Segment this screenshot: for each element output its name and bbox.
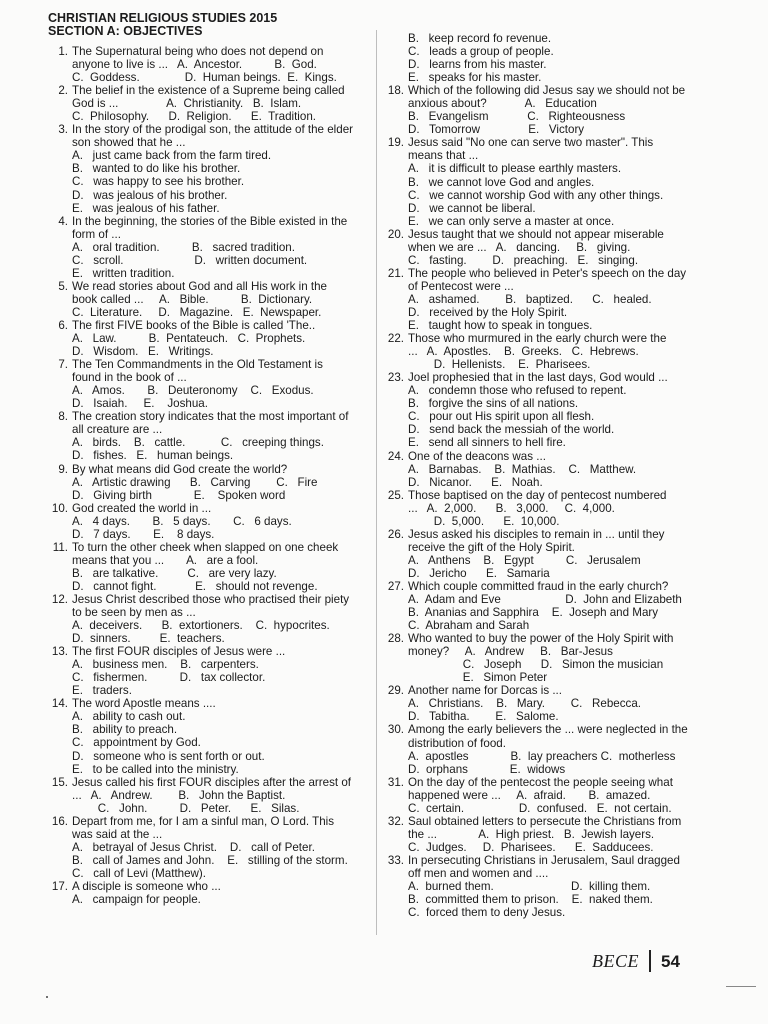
question-number: 24. <box>387 449 404 463</box>
question-line: C. appointment by God. <box>72 736 201 750</box>
question-line: E. we can only serve a master at once. <box>408 214 615 228</box>
footer-brand: BECE <box>592 951 639 971</box>
question-number: 2. <box>58 84 68 98</box>
question-number: 4. <box>58 214 68 228</box>
question-line: E. Simon Peter <box>408 671 548 685</box>
question-line: all creature are ... <box>72 423 163 437</box>
question-line: A. just came back from the farm tired. <box>72 149 272 163</box>
question-number: 12. <box>51 592 68 606</box>
question-item <box>48 502 370 541</box>
question-text: God created the world in ... <box>72 501 212 515</box>
question-number: 32. <box>387 814 404 828</box>
question-item <box>384 776 702 815</box>
question-text: Saul obtained letters to persecute the Christians from <box>408 814 682 828</box>
question-line: D. 5,000. E. 10,000. <box>408 514 560 528</box>
question-line: C. certain. D. confused. E. not certain. <box>408 801 672 815</box>
question-line: C. fasting. D. preaching. E. singing. <box>408 253 639 267</box>
question-line: C. Literature. D. Magazine. E. Newspaper. <box>72 305 322 319</box>
question-line: anyone to live is ... A. Ancestor. B. God. <box>72 58 317 72</box>
question-line: D. Jericho E. Samaria <box>408 566 550 580</box>
corner-rule <box>726 986 756 987</box>
question-text: We read stories about God and all His work in the <box>72 279 327 293</box>
question-line: E. taught how to speak in tongues. <box>408 319 593 333</box>
question-line: money? A. Andrew B. Bar-Jesus <box>408 645 613 659</box>
question-number: 18. <box>387 84 404 98</box>
question-line: B. are talkative. C. are very lazy. <box>72 566 277 580</box>
question-text: The Ten Commandments in the Old Testament is <box>72 358 323 372</box>
left-column <box>48 12 370 906</box>
question-line: A. condemn those who refused to repent. <box>408 384 627 398</box>
question-line: A. business men. B. carpenters. <box>72 658 259 672</box>
question-number: 22. <box>387 332 404 346</box>
question-text: The first FOUR disciples of Jesus were ... <box>72 645 286 659</box>
question-item <box>384 32 702 84</box>
question-line: means that ... <box>408 149 479 163</box>
question-line: D. Wisdom. E. Writings. <box>72 345 214 359</box>
question-line: E. written tradition. <box>72 266 175 280</box>
question-text: One of the deacons was ... <box>408 449 546 463</box>
question-number: 3. <box>58 123 68 137</box>
question-line: D. fishes. E. human beings. <box>72 449 234 463</box>
question-line: D. 7 days. E. 8 days. <box>72 527 215 541</box>
question-line: E. send all sinners to hell fire. <box>408 436 566 450</box>
question-line: C. Philosophy. D. Religion. E. Tradition. <box>72 110 317 124</box>
question-line: C. Joseph D. Simon the musician <box>408 658 664 672</box>
question-number: 19. <box>387 136 404 150</box>
question-line: D. cannot fight. E. should not revenge. <box>72 579 318 593</box>
question-line: A. ability to cash out. <box>72 710 186 724</box>
question-text: The creation story indicates that the most important of <box>72 410 349 424</box>
question-item <box>384 489 702 528</box>
question-line: A. betrayal of Jesus Christ. D. call of Peter. <box>72 840 315 854</box>
question-line: ... A. 2,000. B. 3,000. C. 4,000. <box>408 501 615 515</box>
question-item <box>384 528 702 580</box>
question-line: C. leads a group of people. <box>408 45 554 59</box>
question-line: B. committed them to prison. E. naked them. <box>408 893 653 907</box>
question-text: Among the early believers the ... were neglected in the <box>408 723 688 737</box>
question-number: 10. <box>51 501 68 515</box>
question-line: receive the gift of the Holy Spirit. <box>408 540 575 554</box>
question-number: 9. <box>58 462 68 476</box>
question-line: of Pentecost were ... <box>408 279 514 293</box>
question-line: C. fishermen. D. tax collector. <box>72 671 266 685</box>
page-number: 54 <box>661 952 680 971</box>
question-text: Another name for Dorcas is ... <box>408 684 563 698</box>
question-item <box>384 136 702 227</box>
question-item <box>48 541 370 593</box>
question-item <box>48 358 370 410</box>
question-line: found in the book of ... <box>72 371 187 385</box>
question-text: Jesus said "No one can serve two master". This <box>408 136 654 150</box>
question-text: B. keep record fo revenue. <box>408 32 552 45</box>
page-footer <box>592 950 680 972</box>
right-question-list <box>384 32 702 919</box>
question-number: 8. <box>58 410 68 424</box>
question-text: The word Apostle means .... <box>72 697 216 711</box>
question-line: A. Adam and Eve D. John and Elizabeth <box>408 593 682 607</box>
question-item <box>48 84 370 123</box>
question-line: B. Ananias and Sapphira E. Joseph and Mary <box>408 606 659 620</box>
question-item <box>48 215 370 280</box>
section-title: SECTION A: OBJECTIVES <box>48 24 203 38</box>
question-line: son showed that he ... <box>72 136 186 150</box>
question-line: C. Judges. D. Pharisees. E. Sadducees. <box>408 840 654 854</box>
question-line: C. was happy to see his brother. <box>72 175 245 189</box>
question-line: off men and women and .... <box>408 867 549 880</box>
question-number: 7. <box>58 358 68 372</box>
question-line: B. we cannot love God and angles. <box>408 175 595 189</box>
question-line: ... A. Apostles. B. Greeks. C. Hebrews. <box>408 345 639 359</box>
question-number: 13. <box>51 645 68 659</box>
question-line: C. pour out His spirit upon all flesh. <box>408 410 595 424</box>
question-line: the ... A. High priest. B. Jewish layers. <box>408 827 655 841</box>
question-text: The Supernatural being who does not depend on <box>72 45 324 58</box>
question-number: 33. <box>387 853 404 867</box>
question-line: A. deceivers. B. extortioners. C. hypocrites. <box>72 619 330 633</box>
question-line: A. ashamed. B. baptized. C. healed. <box>408 292 652 306</box>
question-text: Which couple committed fraud in the early church? <box>408 579 669 593</box>
question-number: 29. <box>387 684 404 698</box>
question-number: 5. <box>58 279 68 293</box>
question-line: C. forced them to deny Jesus. <box>408 906 566 920</box>
question-line: D. Hellenists. E. Pharisees. <box>408 358 591 372</box>
question-line: A. Barnabas. B. Mathias. C. Matthew. <box>408 462 637 476</box>
question-text: Jesus asked his disciples to remain in ... until they <box>408 527 665 541</box>
column-divider <box>376 30 377 935</box>
question-line: A. burned them. D. killing them. <box>408 880 651 894</box>
question-item <box>384 580 702 632</box>
question-line: distribution of food. <box>408 736 506 750</box>
question-line: A. campaign for people. <box>72 893 201 907</box>
question-line: E. to be called into the ministry. <box>72 762 239 776</box>
question-line: D. received by the Holy Spirit. <box>408 305 568 319</box>
question-text: Joel prophesied that in the last days, God would ... <box>408 371 668 385</box>
question-line: B. Evangelism C. Righteousness <box>408 110 626 124</box>
question-line: B. ability to preach. <box>72 723 178 737</box>
question-item <box>48 280 370 319</box>
question-number: 6. <box>58 318 68 332</box>
question-line: D. send back the messiah of the world. <box>408 423 615 437</box>
question-text: Those baptised on the day of pentecost numbered <box>408 488 667 502</box>
question-item <box>384 228 702 267</box>
question-line: form of ... <box>72 227 121 241</box>
question-line: book called ... A. Bible. B. Dictionary. <box>72 292 313 306</box>
question-number: 27. <box>387 579 404 593</box>
question-item <box>48 123 370 214</box>
question-item <box>384 450 702 489</box>
question-text: On the day of the pentecost the people seeing what <box>408 775 673 789</box>
question-line: B. forgive the sins of all nations. <box>408 397 579 411</box>
question-item <box>48 645 370 697</box>
question-item <box>384 854 702 919</box>
question-line: D. was jealous of his brother. <box>72 188 228 202</box>
question-line: C. Goddess. D. Human beings. E. Kings. <box>72 71 337 85</box>
question-number: 16. <box>51 814 68 828</box>
question-item <box>48 410 370 462</box>
question-line: D. someone who is sent forth or out. <box>72 749 265 763</box>
question-item <box>48 697 370 775</box>
question-number: 1. <box>58 45 68 58</box>
question-number: 28. <box>387 632 404 646</box>
question-item <box>384 815 702 854</box>
question-item <box>48 45 370 84</box>
question-text: Those who murmured in the early church were the <box>408 332 667 346</box>
question-number: 26. <box>387 527 404 541</box>
question-line: E. was jealous of his father. <box>72 201 220 215</box>
question-number: 20. <box>387 227 404 241</box>
question-line: C. we cannot worship God with any other things. <box>408 188 664 202</box>
question-number: 25. <box>387 488 404 502</box>
right-column <box>384 32 702 919</box>
question-item <box>48 880 370 906</box>
question-number: 11. <box>52 540 68 554</box>
question-line: means that you ... A. are a fool. <box>72 553 259 567</box>
question-item <box>384 684 702 723</box>
question-line: C. call of Levi (Matthew). <box>72 866 207 880</box>
question-line: C. scroll. D. written document. <box>72 253 308 267</box>
question-number: 21. <box>387 266 404 280</box>
question-text: Depart from me, for I am a sinful man, O Lord. This <box>72 814 335 828</box>
question-number: 23. <box>387 371 404 385</box>
question-line: God is ... A. Christianity. B. Islam. <box>72 97 302 111</box>
question-number: 15. <box>51 775 68 789</box>
question-line: D. Giving birth E. Spoken word <box>72 488 286 502</box>
question-line: A. Christians. B. Mary. C. Rebecca. <box>408 697 642 711</box>
question-line: B. call of James and John. E. stilling of the storm. <box>72 853 348 867</box>
question-number: 17. <box>51 880 68 893</box>
question-line: A. birds. B. cattle. C. creeping things. <box>72 436 324 450</box>
question-line: A. Anthens B. Egypt C. Jerusalem <box>408 553 641 567</box>
question-text: Jesus taught that we should not appear miserable <box>408 227 664 241</box>
question-text: Which of the following did Jesus say we should not be <box>408 84 686 98</box>
question-line: D. Nicanor. E. Noah. <box>408 475 543 489</box>
footer-divider <box>649 950 651 972</box>
question-text: In persecuting Christians in Jerusalem, Saul dragged <box>408 853 680 867</box>
question-number: 30. <box>387 723 404 737</box>
question-line: D. learns from his master. <box>408 58 547 72</box>
question-item <box>384 84 702 136</box>
question-item <box>384 371 702 449</box>
question-line: C. John. D. Peter. E. Silas. <box>72 801 300 815</box>
question-item <box>48 319 370 358</box>
question-item <box>384 267 702 332</box>
question-item <box>384 332 702 371</box>
exam-title: CHRISTIAN RELIGIOUS STUDIES 2015 <box>48 11 278 25</box>
question-text: Who wanted to buy the power of the Holy Spirit with <box>408 632 674 646</box>
question-item <box>48 593 370 645</box>
question-line: A. apostles B. lay preachers C. motherless <box>408 749 676 763</box>
question-text: To turn the other cheek when slapped on one cheek <box>72 540 339 554</box>
question-text: In the beginning, the stories of the Bible existed in the <box>72 214 348 228</box>
left-question-list <box>48 45 370 906</box>
question-line: E. speaks for his master. <box>408 71 542 85</box>
question-line: A. 4 days. B. 5 days. C. 6 days. <box>72 514 292 528</box>
question-line: anxious about? A. Education <box>408 97 597 111</box>
question-text: By what means did God create the world? <box>72 462 288 476</box>
question-line: A. Artistic drawing B. Carving C. Fire <box>72 475 318 489</box>
question-line: B. wanted to do like his brother. <box>72 162 241 176</box>
question-line: D. Isaiah. E. Joshua. <box>72 397 208 411</box>
question-line: E. traders. <box>72 684 132 698</box>
question-item <box>48 776 370 815</box>
question-text: In the story of the prodigal son, the attitude of the elder <box>72 123 354 137</box>
question-line: to be seen by men as ... <box>72 606 196 620</box>
question-text: Jesus Christ described those who practised their piety <box>72 592 350 606</box>
question-line: A. Amos. B. Deuteronomy C. Exodus. <box>72 384 314 398</box>
question-item <box>384 723 702 775</box>
question-text: The first FIVE books of the Bible is called 'The.. <box>72 318 316 332</box>
question-line: when we are ... A. dancing. B. giving. <box>408 240 631 254</box>
question-line: A. oral tradition. B. sacred tradition. <box>72 240 295 254</box>
question-line: D. Tabitha. E. Salome. <box>408 710 559 724</box>
question-line: ... A. Andrew. B. John the Baptist. <box>72 788 286 802</box>
question-line: was said at the ... <box>72 827 163 841</box>
question-line: D. we cannot be liberal. <box>408 201 536 215</box>
question-item <box>384 632 702 684</box>
stray-mark <box>46 996 48 998</box>
question-line: happened were ... A. afraid. B. amazed. <box>408 788 651 802</box>
question-item <box>48 463 370 502</box>
question-text: The people who believed in Peter's speech on the day <box>408 266 687 280</box>
question-text: A disciple is someone who ... <box>72 880 221 893</box>
question-line: D. Tomorrow E. Victory <box>408 123 585 137</box>
question-line: D. sinners. E. teachers. <box>72 632 225 646</box>
question-text: Jesus called his first FOUR disciples after the arrest of <box>72 775 351 789</box>
question-item <box>48 815 370 880</box>
question-number: 31. <box>387 775 404 789</box>
question-line: D. orphans E. widows <box>408 762 566 776</box>
question-text: The belief in the existence of a Supreme being called <box>72 84 345 98</box>
question-line: A. Law. B. Pentateuch. C. Prophets. <box>72 332 306 346</box>
question-line: A. it is difficult to please earthly masters. <box>408 162 622 176</box>
question-number: 14. <box>51 697 68 711</box>
question-line: C. Abraham and Sarah <box>408 619 530 633</box>
